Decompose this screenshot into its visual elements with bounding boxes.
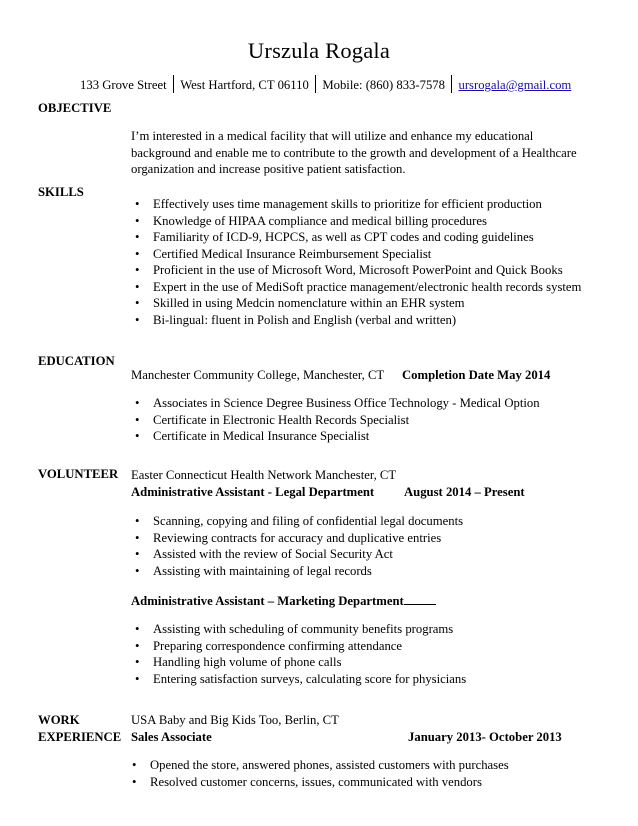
role-title: Administrative Assistant – Marketing Department bbox=[131, 594, 404, 608]
work-employer: USA Baby and Big Kids Too, Berlin, CT bbox=[131, 713, 339, 727]
list-item: • Effectively uses time management skills to prioritize for efficient production bbox=[131, 196, 583, 213]
skills-list bbox=[131, 196, 583, 328]
education-heading: EDUCATION bbox=[38, 354, 115, 368]
list-item: • Certified Medical Insurance Reimbursement Specialist bbox=[131, 246, 583, 263]
work-heading bbox=[38, 712, 121, 746]
list-item: • Certificate in Medical Insurance Specialist bbox=[131, 428, 583, 445]
objective-heading: OBJECTIVE bbox=[38, 101, 112, 115]
list-item: • Assisting with scheduling of community benefits programs bbox=[131, 621, 583, 638]
mobile: Mobile: (860) 833-7578 bbox=[322, 78, 445, 92]
work-heading-line1: WORK bbox=[38, 713, 80, 727]
volunteer-dates: August 2014 – Present bbox=[404, 485, 525, 499]
list-item: • Familiarity of ICD-9, HCPCS, as well as CPT codes and coding guidelines bbox=[131, 229, 583, 246]
volunteer-org: Easter Connecticut Health Network Manchester, CT bbox=[131, 468, 397, 482]
volunteer-heading: VOLUNTEER bbox=[38, 467, 119, 481]
list-item: • Expert in the use of MediSoft practice management/electronic health records system bbox=[131, 279, 583, 296]
volunteer-legal-list bbox=[131, 513, 583, 579]
skills-heading: SKILLS bbox=[38, 185, 84, 199]
list-item: • Knowledge of HIPAA compliance and medical billing procedures bbox=[131, 213, 583, 230]
divider bbox=[173, 75, 175, 93]
list-item: • Preparing correspondence confirming attendance bbox=[131, 638, 583, 655]
work-role: Sales Associate bbox=[131, 730, 212, 744]
underline-blank bbox=[404, 593, 436, 605]
address: 133 Grove Street bbox=[80, 78, 167, 92]
list-item: • Reviewing contracts for accuracy and duplicative entries bbox=[131, 530, 583, 547]
volunteer-role-marketing bbox=[131, 593, 436, 610]
list-item: • Assisting with maintaining of legal records bbox=[131, 563, 583, 580]
list-item: • Resolved customer concerns, issues, communicated with vendors bbox=[128, 774, 580, 791]
list-item: • Assisted with the review of Social Security Act bbox=[131, 546, 583, 563]
volunteer-marketing-list bbox=[131, 621, 583, 687]
list-item: • Associates in Science Degree Business Office Technology - Medical Option bbox=[131, 395, 583, 412]
contact-line bbox=[80, 75, 571, 93]
list-item: • Handling high volume of phone calls bbox=[131, 654, 583, 671]
work-heading-line2: EXPERIENCE bbox=[38, 730, 122, 744]
list-item: • Certificate in Electronic Health Records Specialist bbox=[131, 412, 583, 429]
list-item: • Scanning, copying and filing of confidential legal documents bbox=[131, 513, 583, 530]
list-item: • Skilled in using Medcin nomenclature within an EHR system bbox=[131, 295, 583, 312]
volunteer-role-legal: Administrative Assistant - Legal Department bbox=[131, 485, 375, 499]
education-list bbox=[131, 395, 583, 445]
work-list bbox=[128, 757, 580, 790]
work-dates: January 2013- October 2013 bbox=[408, 730, 562, 744]
resume-name: Urszula Rogala bbox=[247, 38, 391, 63]
divider bbox=[451, 75, 453, 93]
email-link[interactable]: ursrogala@gmail.com bbox=[458, 78, 572, 92]
divider bbox=[315, 75, 317, 93]
objective-text: I’m interested in a medical facility that will utilize and enhance my educational background and enable me to contribute to the growth and development of a Healthcare organization and increase positive patient satisfaction. bbox=[131, 129, 577, 176]
city: West Hartford, CT 06110 bbox=[180, 78, 309, 92]
list-item: • Bi-lingual: fluent in Polish and English (verbal and written) bbox=[131, 312, 583, 329]
education-school: Manchester Community College, Manchester, CT bbox=[131, 368, 385, 382]
list-item: • Proficient in the use of Microsoft Word, Microsoft PowerPoint and Quick Books bbox=[131, 262, 583, 279]
list-item: • Opened the store, answered phones, assisted customers with purchases bbox=[128, 757, 580, 774]
education-completion: Completion Date May 2014 bbox=[402, 368, 551, 382]
list-item: • Entering satisfaction surveys, calculating score for physicians bbox=[131, 671, 583, 688]
